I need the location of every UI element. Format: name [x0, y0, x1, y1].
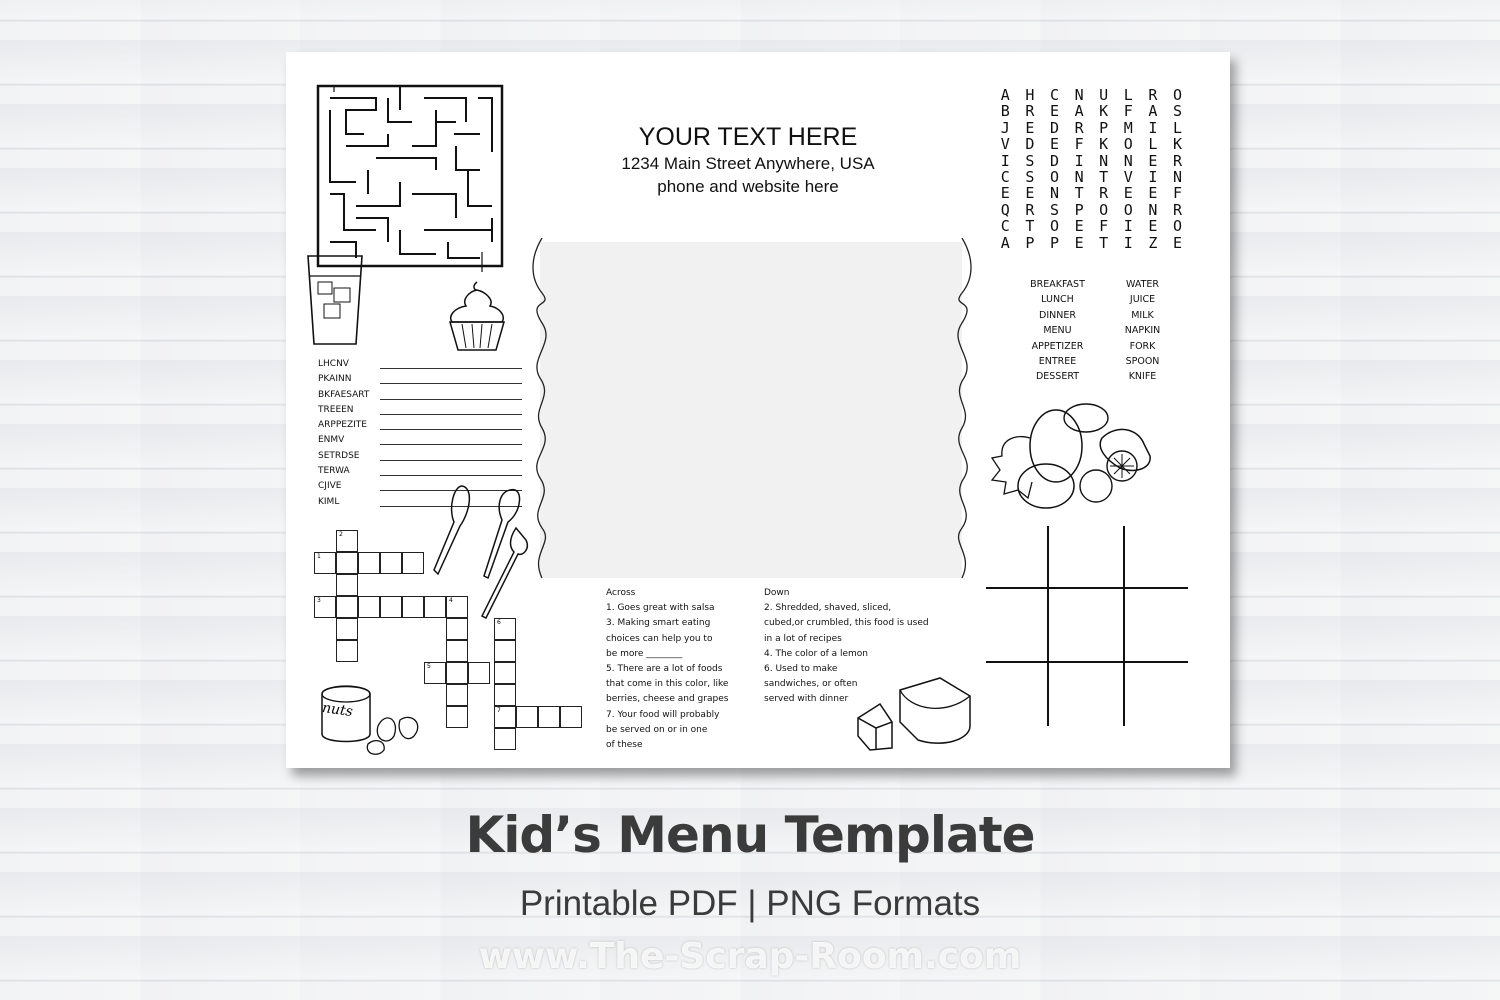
- answer-line[interactable]: [380, 475, 522, 476]
- photo-placeholder: [540, 242, 962, 578]
- word-search-letter[interactable]: L: [1172, 118, 1182, 137]
- crossword-cell[interactable]: [424, 596, 446, 618]
- word-search-list: [1015, 279, 1185, 387]
- word-search-word: MENU: [1043, 325, 1072, 337]
- crossword-cell[interactable]: [446, 596, 468, 618]
- down-clue-line: cubed,or crumbled, this food is used: [764, 618, 929, 629]
- word-search-letter[interactable]: E: [1049, 102, 1059, 121]
- crossword-cell[interactable]: [560, 706, 582, 728]
- crossword-cell[interactable]: [494, 640, 516, 662]
- word-search-letter[interactable]: O: [1049, 167, 1059, 186]
- word-search-letter[interactable]: N: [1074, 86, 1084, 104]
- word-search-letter[interactable]: Z: [1148, 233, 1158, 252]
- word-search-letter[interactable]: O: [1049, 217, 1059, 236]
- crossword-cell[interactable]: [336, 596, 358, 618]
- crossword-cell[interactable]: [336, 640, 358, 662]
- word-search-letter[interactable]: K: [1099, 135, 1109, 154]
- across-clue-line: be served on or in one: [606, 724, 708, 735]
- crossword-number: 2: [339, 531, 343, 538]
- crossword-cell[interactable]: [538, 706, 560, 728]
- crossword-number: 7: [497, 707, 501, 714]
- across-clue-line: 3. Making smart eating: [606, 618, 711, 629]
- word-search-letter[interactable]: N: [1123, 151, 1133, 170]
- across-clue-line: choices can help you to: [606, 633, 713, 644]
- scramble-row: [318, 465, 369, 480]
- word-search-word: APPETIZER: [1031, 340, 1084, 352]
- word-search-letter[interactable]: C: [1000, 167, 1010, 186]
- crossword-cell[interactable]: [380, 596, 402, 618]
- answer-line[interactable]: [380, 444, 522, 445]
- word-search-word: LUNCH: [1041, 294, 1074, 306]
- word-search-word: SPOON: [1125, 355, 1160, 367]
- scramble-word: CJIVE: [318, 481, 342, 492]
- answer-line[interactable]: [380, 383, 522, 384]
- word-search-word: BREAKFAST: [1030, 279, 1085, 290]
- word-search-letter[interactable]: I: [1148, 167, 1158, 186]
- word-search-letter[interactable]: A: [1148, 102, 1158, 121]
- word-search-letter[interactable]: B: [1000, 102, 1010, 121]
- scramble-row: [318, 373, 369, 388]
- scramble-row: [318, 404, 369, 419]
- word-search-letter[interactable]: P: [1074, 200, 1084, 219]
- word-search-letter[interactable]: E: [1148, 184, 1158, 203]
- crossword-cell[interactable]: [336, 552, 358, 574]
- word-search-letter[interactable]: S: [1049, 200, 1059, 219]
- header-contact: phone and website here: [657, 177, 839, 196]
- down-clue-line: 2. Shredded, shaved, sliced,: [764, 603, 892, 614]
- down-heading: Down: [764, 588, 790, 598]
- across-clue-line: 1. Goes great with salsa: [606, 603, 715, 614]
- crossword-cell[interactable]: [494, 684, 516, 706]
- word-search-letter[interactable]: I: [1123, 233, 1133, 252]
- across-heading: Across: [606, 588, 636, 598]
- glass-icon: [302, 250, 368, 350]
- word-search-letter[interactable]: T: [1074, 184, 1084, 203]
- word-search-letter[interactable]: N: [1148, 200, 1158, 219]
- scramble-row: [318, 419, 369, 434]
- down-clue-line: 6. Used to make: [764, 664, 838, 675]
- scramble-row: [318, 450, 369, 465]
- header-address: 1234 Main Street Anywhere, USA: [621, 154, 875, 173]
- word-search-letter[interactable]: N: [1172, 167, 1182, 186]
- word-search-letter[interactable]: N: [1099, 151, 1109, 170]
- fruits-icon: [990, 398, 1160, 514]
- word-search-word: WATER: [1125, 279, 1160, 290]
- word-search-letter[interactable]: E: [1074, 233, 1084, 252]
- answer-line[interactable]: [380, 414, 522, 415]
- crossword-cell[interactable]: [494, 706, 516, 728]
- crossword-cell[interactable]: [446, 618, 468, 640]
- word-search-letter[interactable]: H: [1025, 86, 1035, 104]
- word-search-letter[interactable]: I: [1123, 217, 1133, 236]
- word-search-letter[interactable]: D: [1025, 135, 1035, 154]
- word-search-letter[interactable]: E: [1025, 184, 1035, 203]
- crossword-cell[interactable]: [494, 618, 516, 640]
- scramble-word: LHCNV: [318, 359, 349, 369]
- word-search-letter[interactable]: K: [1172, 135, 1182, 154]
- crossword-cell[interactable]: [358, 596, 380, 618]
- word-search-letter[interactable]: T: [1099, 167, 1109, 186]
- word-search-letter[interactable]: O: [1172, 86, 1182, 104]
- word-search-word: ENTREE: [1038, 355, 1077, 367]
- word-search-letter[interactable]: E: [1049, 135, 1059, 154]
- crossword-cell[interactable]: [446, 640, 468, 662]
- word-search-letter[interactable]: I: [1074, 151, 1084, 170]
- cheese-icon: [852, 670, 978, 754]
- scramble-word: ENMV: [318, 435, 345, 446]
- down-clue-line: in a lot of recipes: [764, 633, 842, 644]
- word-search-letter[interactable]: O: [1123, 135, 1133, 154]
- word-search-letter[interactable]: R: [1025, 102, 1035, 121]
- crossword-number: 3: [317, 597, 321, 604]
- crossword-cell[interactable]: [358, 552, 380, 574]
- word-search-letter[interactable]: A: [1074, 102, 1084, 121]
- word-search-letter[interactable]: T: [1025, 217, 1035, 236]
- word-search-word: KNIFE: [1128, 371, 1157, 383]
- scramble-row: [318, 496, 369, 511]
- tic-tac-toe-grid[interactable]: [984, 524, 1190, 728]
- crossword-cell[interactable]: [402, 552, 424, 574]
- nuts-label: nuts: [321, 699, 354, 721]
- watermark: www.The-Scrap-Room.com: [478, 936, 1022, 977]
- word-search-letter[interactable]: E: [1123, 184, 1133, 203]
- scramble-word: SETRDSE: [318, 450, 360, 461]
- answer-line[interactable]: [380, 460, 522, 461]
- across-clue-line: berries, cheese and grapes: [606, 694, 729, 705]
- word-search-letter[interactable]: F: [1123, 102, 1133, 121]
- menu-header: [548, 122, 948, 198]
- across-clue-line: of these: [606, 740, 643, 751]
- crossword-cell[interactable]: [516, 706, 538, 728]
- word-search-letter[interactable]: N: [1049, 184, 1059, 203]
- crossword-cell[interactable]: [494, 662, 516, 684]
- word-search-letter[interactable]: A: [1000, 233, 1010, 252]
- crossword-cell[interactable]: [468, 662, 490, 684]
- scramble-row: [318, 434, 369, 449]
- crossword-cell[interactable]: [336, 530, 358, 552]
- word-search-letter[interactable]: E: [1172, 233, 1182, 252]
- word-search-word: DINNER: [1039, 309, 1076, 321]
- across-clue-line: be more ________: [606, 648, 683, 659]
- main-title: Kid’s Menu Template: [465, 806, 1035, 864]
- word-search-letter[interactable]: O: [1172, 217, 1182, 236]
- word-search-letter[interactable]: R: [1172, 200, 1182, 219]
- word-search-letter[interactable]: O: [1099, 200, 1109, 219]
- header-title: YOUR TEXT HERE: [638, 123, 858, 151]
- word-search-letter[interactable]: V: [1000, 135, 1010, 154]
- scramble-word: TREEEN: [318, 404, 354, 415]
- crossword-number: 4: [449, 597, 453, 604]
- scramble-word: TERWA: [318, 466, 350, 477]
- answer-line[interactable]: [380, 429, 522, 430]
- subtitle: Printable PDF | PNG Formats: [519, 884, 981, 923]
- word-search-letter[interactable]: R: [1025, 200, 1035, 219]
- word-search-letter[interactable]: R: [1074, 118, 1084, 137]
- word-search-letter[interactable]: S: [1172, 102, 1182, 121]
- word-search-letter[interactable]: N: [1074, 167, 1084, 186]
- word-search-letter[interactable]: S: [1025, 167, 1035, 186]
- word-search-letter[interactable]: M: [1123, 118, 1133, 137]
- down-clue-line: served with dinner: [764, 694, 849, 705]
- crossword-cell[interactable]: [446, 706, 468, 728]
- word-search-letter[interactable]: E: [1000, 184, 1010, 203]
- word-search-letter[interactable]: P: [1099, 118, 1109, 137]
- crossword-cell[interactable]: [336, 574, 358, 596]
- word-search-letter[interactable]: V: [1123, 167, 1133, 186]
- crossword-cell[interactable]: [314, 596, 336, 618]
- word-search-letter[interactable]: D: [1049, 118, 1059, 137]
- crossword-number: 1: [317, 553, 321, 560]
- word-search-letter[interactable]: P: [1025, 233, 1035, 252]
- word-search-letter[interactable]: D: [1049, 151, 1059, 170]
- word-search-word: NAPKIN: [1124, 325, 1161, 337]
- word-search-letter[interactable]: E: [1074, 217, 1084, 236]
- answer-line[interactable]: [380, 399, 522, 400]
- word-search-letter[interactable]: C: [1000, 217, 1010, 236]
- word-search-letter[interactable]: F: [1172, 184, 1182, 203]
- across-clues: [606, 586, 728, 753]
- word-search-letter[interactable]: A: [1000, 86, 1010, 104]
- crossword-cell[interactable]: [494, 728, 516, 750]
- scramble-word: ARPPEZITE: [318, 420, 367, 431]
- word-search-letter[interactable]: C: [1049, 86, 1059, 104]
- word-search-letter[interactable]: I: [1148, 118, 1158, 137]
- word-search-letter[interactable]: E: [1148, 217, 1158, 236]
- maze-puzzle[interactable]: [316, 82, 504, 272]
- crossword-cell[interactable]: [402, 596, 424, 618]
- across-clue-line: 7. Your food will probably: [606, 709, 720, 720]
- word-search-letter[interactable]: J: [1000, 118, 1010, 137]
- down-clue-line: 4. The color of a lemon: [764, 648, 868, 659]
- word-search-letter[interactable]: O: [1123, 200, 1133, 219]
- word-search-word: MILK: [1131, 309, 1154, 321]
- word-search-letter[interactable]: E: [1148, 151, 1158, 170]
- across-clue-line: that come in this color, like: [606, 679, 729, 690]
- word-search-word: DESSERT: [1035, 371, 1080, 383]
- crossword-cell[interactable]: [314, 552, 336, 574]
- word-search-letter[interactable]: S: [1025, 151, 1035, 170]
- answer-line[interactable]: [380, 368, 522, 369]
- word-search-letter[interactable]: Q: [1000, 200, 1010, 219]
- word-search-letter[interactable]: F: [1099, 217, 1109, 236]
- word-search-letter[interactable]: E: [1025, 118, 1035, 137]
- word-search-letter[interactable]: K: [1099, 102, 1109, 121]
- scramble-row: [318, 358, 369, 373]
- scramble-row: [318, 389, 369, 404]
- right-wavy-border: [944, 238, 984, 583]
- scramble-word: PKAINN: [318, 374, 352, 385]
- crossword-cell[interactable]: [446, 684, 468, 706]
- word-search-letter[interactable]: U: [1099, 86, 1109, 104]
- scramble-word: BKFAESART: [318, 389, 370, 400]
- word-search-letter[interactable]: R: [1099, 184, 1109, 203]
- word-search-letter[interactable]: L: [1148, 135, 1158, 154]
- word-search-letter[interactable]: L: [1123, 86, 1133, 104]
- word-search-letter[interactable]: I: [1000, 151, 1010, 170]
- nuts-icon: [316, 680, 436, 760]
- word-search-letter[interactable]: R: [1172, 151, 1182, 170]
- crossword-number: 6: [497, 619, 501, 626]
- crossword-cell[interactable]: [336, 618, 358, 640]
- word-search-letter[interactable]: F: [1074, 135, 1084, 154]
- crossword-number: 5: [427, 663, 431, 670]
- word-search-letter[interactable]: T: [1099, 233, 1109, 252]
- word-search-word: FORK: [1129, 340, 1156, 352]
- scramble-word: KIML: [318, 496, 340, 507]
- cupcake-icon: [444, 278, 510, 354]
- down-clue-line: sandwiches, or often: [764, 679, 858, 690]
- word-search-letter[interactable]: R: [1148, 86, 1158, 104]
- word-search-letter[interactable]: P: [1049, 233, 1059, 252]
- across-clue-line: 5. There are a lot of foods: [606, 664, 723, 675]
- word-search-grid[interactable]: [993, 86, 1190, 250]
- scramble-row: [318, 480, 369, 495]
- crossword-cell[interactable]: [380, 552, 402, 574]
- word-scramble: [318, 358, 369, 511]
- crossword-cell[interactable]: [446, 662, 468, 684]
- word-search-word: JUICE: [1129, 294, 1156, 306]
